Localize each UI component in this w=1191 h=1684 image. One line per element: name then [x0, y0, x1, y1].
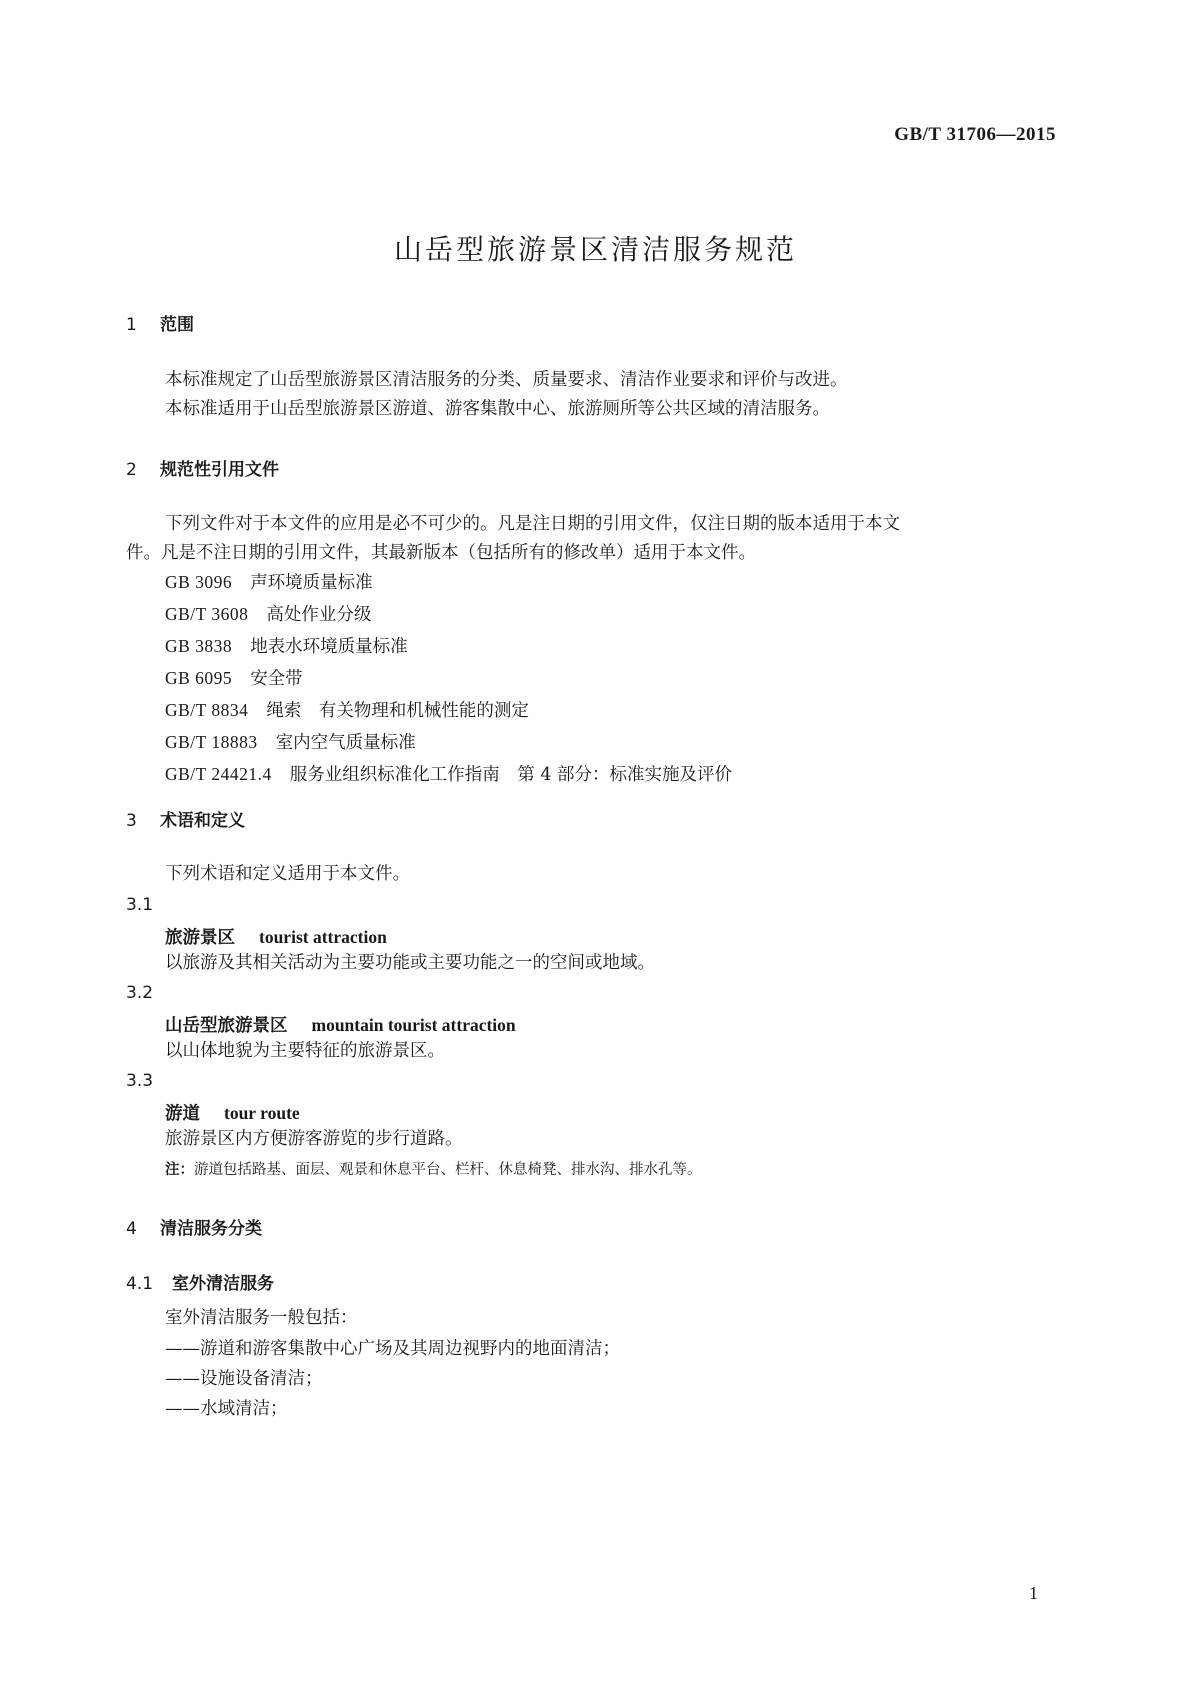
reference-title: 声环境质量标准 — [250, 573, 373, 593]
list-item: ——水域清洁； — [165, 1399, 288, 1419]
section-number: 1 — [126, 315, 137, 335]
section-title: 术语和定义 — [160, 811, 245, 831]
reference-code: GB/T 24421.4 — [165, 764, 272, 784]
term-en: mountain tourist attraction — [311, 1015, 516, 1035]
term-heading — [123, 1012, 516, 1037]
reference-code: GB/T 3608 — [165, 604, 249, 624]
section-title: 规范性引用文件 — [160, 460, 279, 480]
section-1-heading — [126, 310, 194, 335]
list-item: ——游道和游客集散中心广场及其周边视野内的地面清洁； — [165, 1339, 620, 1359]
section-3-heading — [126, 806, 245, 831]
term-number: 3.1 — [126, 895, 154, 915]
term-number: 3.2 — [126, 983, 154, 1003]
section-number: 2 — [126, 460, 137, 480]
subsection-title: 室外清洁服务 — [172, 1274, 274, 1294]
section-title: 清洁服务分类 — [160, 1219, 262, 1239]
term-number: 3.3 — [126, 1071, 154, 1091]
term-en: tourist attraction — [259, 927, 387, 947]
reference-code: GB/T 8834 — [165, 700, 249, 720]
reference-item — [123, 599, 732, 631]
reference-code: GB 6095 — [165, 668, 233, 688]
reference-item — [123, 695, 732, 727]
reference-code: GB/T 18883 — [165, 732, 258, 752]
reference-title: 服务业组织标准化工作指南 第 4 部分：标准实施及评价 — [289, 765, 733, 785]
reference-title: 地表水环境质量标准 — [250, 637, 408, 657]
document-title: 山岳型旅游景区清洁服务规范 — [393, 233, 797, 266]
section-4-heading — [126, 1214, 262, 1239]
reference-item — [123, 727, 732, 759]
section-2-heading — [126, 455, 279, 480]
term-zh: 游道 — [165, 1104, 200, 1124]
reference-code: GB 3096 — [165, 572, 233, 592]
subsection-number: 4.1 — [126, 1274, 154, 1294]
reference-item — [123, 567, 732, 599]
term-heading — [123, 924, 387, 949]
page-number: 1 — [1029, 1583, 1038, 1603]
paragraph: 件。凡是不注日期的引用文件，其最新版本（包括所有的修改单）适用于本文件。 — [126, 543, 756, 563]
reference-title: 安全带 — [250, 669, 303, 689]
note — [123, 1158, 702, 1179]
reference-item — [123, 663, 732, 695]
reference-title: 室内空气质量标准 — [275, 733, 416, 753]
term-en: tour route — [224, 1103, 300, 1123]
reference-item — [123, 759, 732, 791]
note-label: 注： — [165, 1162, 194, 1178]
reference-list — [123, 567, 732, 791]
paragraph: 室外清洁服务一般包括： — [165, 1308, 358, 1328]
section-title: 范围 — [160, 315, 194, 335]
standard-code: GB/T 31706—2015 — [894, 124, 1056, 145]
paragraph: 本标准规定了山岳型旅游景区清洁服务的分类、质量要求、清洁作业要求和评价与改进。 — [165, 370, 848, 390]
term-definition: 以山体地貌为主要特征的旅游景区。 — [165, 1041, 445, 1061]
paragraph: 本标准适用于山岳型旅游景区游道、游客集散中心、旅游厕所等公共区域的清洁服务。 — [165, 399, 830, 419]
term-zh: 旅游景区 — [165, 928, 235, 948]
term-definition: 以旅游及其相关活动为主要功能或主要功能之一的空间或地域。 — [165, 953, 655, 973]
note-text: 游道包括路基、面层、观景和休息平台、栏杆、休息椅凳、排水沟、排水孔等。 — [194, 1162, 702, 1178]
subsection-4-1-heading — [126, 1269, 274, 1294]
paragraph: 下列术语和定义适用于本文件。 — [165, 864, 410, 884]
reference-title: 绳索 有关物理和机械性能的测定 — [266, 701, 529, 721]
reference-title: 高处作业分级 — [266, 605, 372, 625]
term-zh: 山岳型旅游景区 — [165, 1016, 288, 1036]
term-heading — [123, 1100, 300, 1125]
reference-code: GB 3838 — [165, 636, 233, 656]
term-definition: 旅游景区内方便游客游览的步行道路。 — [165, 1129, 463, 1149]
paragraph: 下列文件对于本文件的应用是必不可少的。凡是注日期的引用文件，仅注日期的版本适用于本文 — [165, 514, 900, 534]
reference-item — [123, 631, 732, 663]
section-number: 3 — [126, 811, 137, 831]
section-number: 4 — [126, 1219, 137, 1239]
list-item: ——设施设备清洁； — [165, 1369, 323, 1389]
